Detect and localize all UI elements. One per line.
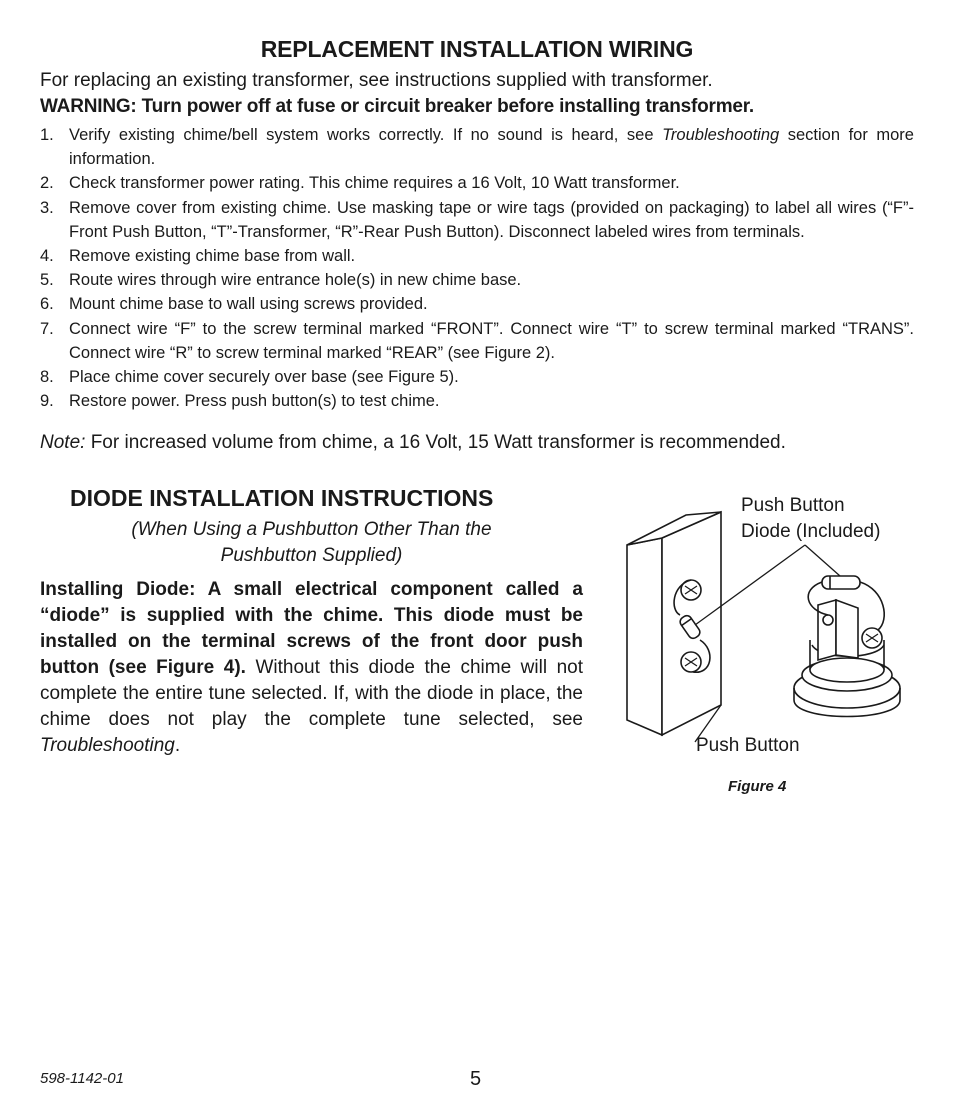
list-item: 5. Route wires through wire entrance hole(s) in new chime base. xyxy=(40,271,522,290)
section-title-replacement-wiring: REPLACEMENT INSTALLATION WIRING xyxy=(260,36,694,62)
intro-text: For replacing an existing transformer, see instructions supplied with transformer. xyxy=(40,70,713,91)
warning-text: WARNING: Turn power off at fuse or circuit breaker before installing transformer. xyxy=(40,96,755,117)
diode-paragraph: Installing Diode: A small electrical component called a “diode” is supplied with the chime. This diode must be installed on the terminal screws of the front door push button (see Figure 4). Without this diode the chime will not complete the entire tune selected. If, with the diode in place, the chime does not play the complete tune selected, see Troubleshooting. xyxy=(40,579,583,756)
list-item: 6. Mount chime base to wall using screws provided. xyxy=(40,295,428,314)
list-item: 4. Remove existing chime base from wall. xyxy=(40,247,356,266)
list-item: 9. Restore power. Press push button(s) to test chime. xyxy=(40,392,440,411)
list-item: 3. Remove cover from existing chime. Use masking tape or wire tags (provided on packaging) to label all wires (“F”-Front Push Button, “T”-Transformer, “R”-Rear Push Button). Disconnect labeled wires from terminals. xyxy=(40,198,914,241)
section-title-diode: DIODE INSTALLATION INSTRUCTIONS xyxy=(70,485,494,511)
list-item: 1. Verify existing chime/bell system works correctly. If no sound is heard, see Troubleshooting section for more information. xyxy=(40,126,914,169)
document-code: 598-1142-01 xyxy=(40,1070,124,1087)
note-text: Note: For increased volume from chime, a 16 Volt, 15 Watt transformer is recommended. xyxy=(40,432,786,453)
figure-caption: Figure 4 xyxy=(728,778,787,795)
list-item: 2. Check transformer power rating. This chime requires a 16 Volt, 10 Watt transformer. xyxy=(40,174,680,193)
label-push-button: Push Button xyxy=(696,735,800,756)
page-number: 5 xyxy=(470,1068,482,1090)
figure-4 xyxy=(600,490,930,770)
installation-steps-list xyxy=(40,123,914,413)
section-subtitle: (When Using a Pushbutton Other Than the Pushbutton Supplied) xyxy=(131,519,492,566)
list-item: 8. Place chime cover securely over base (see Figure 5). xyxy=(40,368,459,387)
label-push-button-diode: Push Button Diode (Included) xyxy=(741,495,881,542)
list-item: 7. Connect wire “F” to the screw terminal marked “FRONT”. Connect wire “T” to screw terminal marked “TRANS”. Connect wire “R” to screw terminal marked “REAR” (see Figure 2). xyxy=(40,319,914,362)
